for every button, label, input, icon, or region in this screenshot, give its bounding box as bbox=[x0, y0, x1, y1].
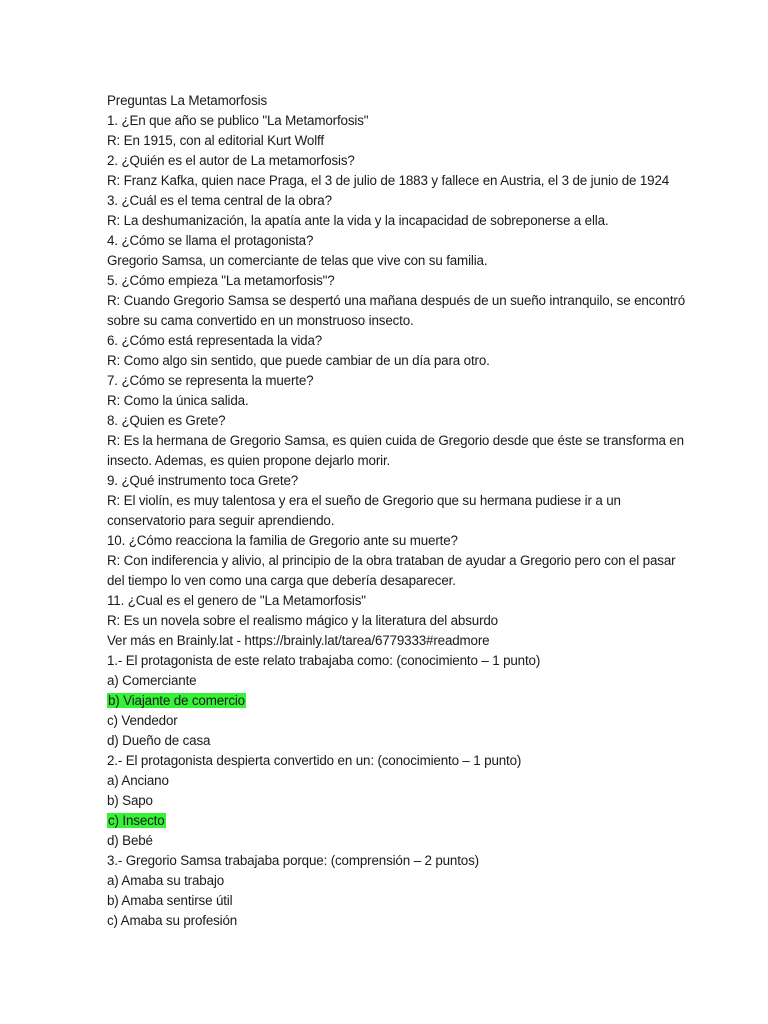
question-11: 11. ¿Cual es el genero de "La Metamorfosis" bbox=[107, 593, 366, 608]
answer-5-line-1: R: Cuando Gregorio Samsa se despertó una mañana después de un sueño intranquilo, se encontró bbox=[107, 293, 686, 308]
quiz-2-option-c bbox=[107, 811, 737, 831]
highlighted-answer: c) Insecto bbox=[108, 813, 165, 828]
answer-9-line-2: conservatorio para seguir aprendiendo. bbox=[107, 513, 335, 528]
answer-1: R: En 1915, con al editorial Kurt Wolff bbox=[107, 133, 324, 148]
quiz-2-option-d: d) Bebé bbox=[107, 833, 153, 848]
answer-5-line-2: sobre su cama convertido en un monstruoso insecto. bbox=[107, 313, 414, 328]
highlighted-answer: b) Viajante de comercio bbox=[108, 693, 245, 708]
answer-9-line-1: R: El violín, es muy talentosa y era el sueño de Gregorio que su hermana pudiese ir a un bbox=[107, 493, 621, 508]
question-5: 5. ¿Cómo empieza "La metamorfosis"? bbox=[107, 273, 335, 288]
source-link: Ver más en Brainly.lat - https://brainly.lat/tarea/6779333#readmore bbox=[107, 633, 490, 648]
quiz-3-option-c: c) Amaba su profesión bbox=[107, 913, 238, 928]
answer-10-line-1: R: Con indiferencia y alivio, al principio de la obra trataban de ayudar a Gregorio pero con el pasar bbox=[107, 553, 676, 568]
question-9: 9. ¿Qué instrumento toca Grete? bbox=[107, 473, 299, 488]
answer-6: R: Como algo sin sentido, que puede cambiar de un día para otro. bbox=[107, 353, 490, 368]
quiz-3-option-a: a) Amaba su trabajo bbox=[107, 873, 224, 888]
quiz-2-option-a: a) Anciano bbox=[107, 773, 169, 788]
answer-11: R: Es un novela sobre el realismo mágico y la literatura del absurdo bbox=[107, 613, 498, 628]
question-6: 6. ¿Cómo está representada la vida? bbox=[107, 333, 323, 348]
question-4: 4. ¿Cómo se llama el protagonista? bbox=[107, 233, 314, 248]
quiz-1-option-c: c) Vendedor bbox=[107, 713, 178, 728]
answer-8-line-1: R: Es la hermana de Gregorio Samsa, es quien cuida de Gregorio desde que éste se transforma en bbox=[107, 433, 684, 448]
quiz-1-option-b bbox=[107, 691, 737, 711]
quiz-question-3: 3.- Gregorio Samsa trabajaba porque: (comprensión – 2 puntos) bbox=[107, 853, 479, 868]
answer-8-line-2: insecto. Ademas, es quien propone dejarlo morir. bbox=[107, 453, 391, 468]
quiz-3-option-b: b) Amaba sentirse útil bbox=[107, 893, 233, 908]
question-10: 10. ¿Cómo reacciona la familia de Gregorio ante su muerte? bbox=[107, 533, 458, 548]
question-2: 2. ¿Quién es el autor de La metamorfosis? bbox=[107, 153, 355, 168]
quiz-2-option-b: b) Sapo bbox=[107, 793, 153, 808]
document-title: Preguntas La Metamorfosis bbox=[107, 93, 267, 108]
answer-4: Gregorio Samsa, un comerciante de telas que vive con su familia. bbox=[107, 253, 488, 268]
quiz-1-option-a: a) Comerciante bbox=[107, 673, 197, 688]
answer-3: R: La deshumanización, la apatía ante la vida y la incapacidad de sobreponerse a ella. bbox=[107, 213, 609, 228]
document-body bbox=[107, 91, 737, 931]
quiz-question-1: 1.- El protagonista de este relato trabajaba como: (conocimiento – 1 punto) bbox=[107, 653, 541, 668]
answer-10-line-2: del tiempo lo ven como una carga que debería desaparecer. bbox=[107, 573, 456, 588]
question-1: 1. ¿En que año se publico "La Metamorfosis" bbox=[107, 113, 369, 128]
answer-7: R: Como la única salida. bbox=[107, 393, 249, 408]
quiz-question-2: 2.- El protagonista despierta convertido en un: (conocimiento – 1 punto) bbox=[107, 753, 522, 768]
question-8: 8. ¿Quien es Grete? bbox=[107, 413, 226, 428]
quiz-1-option-d: d) Dueño de casa bbox=[107, 733, 211, 748]
answer-2: R: Franz Kafka, quien nace Praga, el 3 de julio de 1883 y fallece en Austria, el 3 de junio de 1924 bbox=[107, 173, 670, 188]
question-7: 7. ¿Cómo se representa la muerte? bbox=[107, 373, 314, 388]
question-3: 3. ¿Cuál es el tema central de la obra? bbox=[107, 193, 332, 208]
